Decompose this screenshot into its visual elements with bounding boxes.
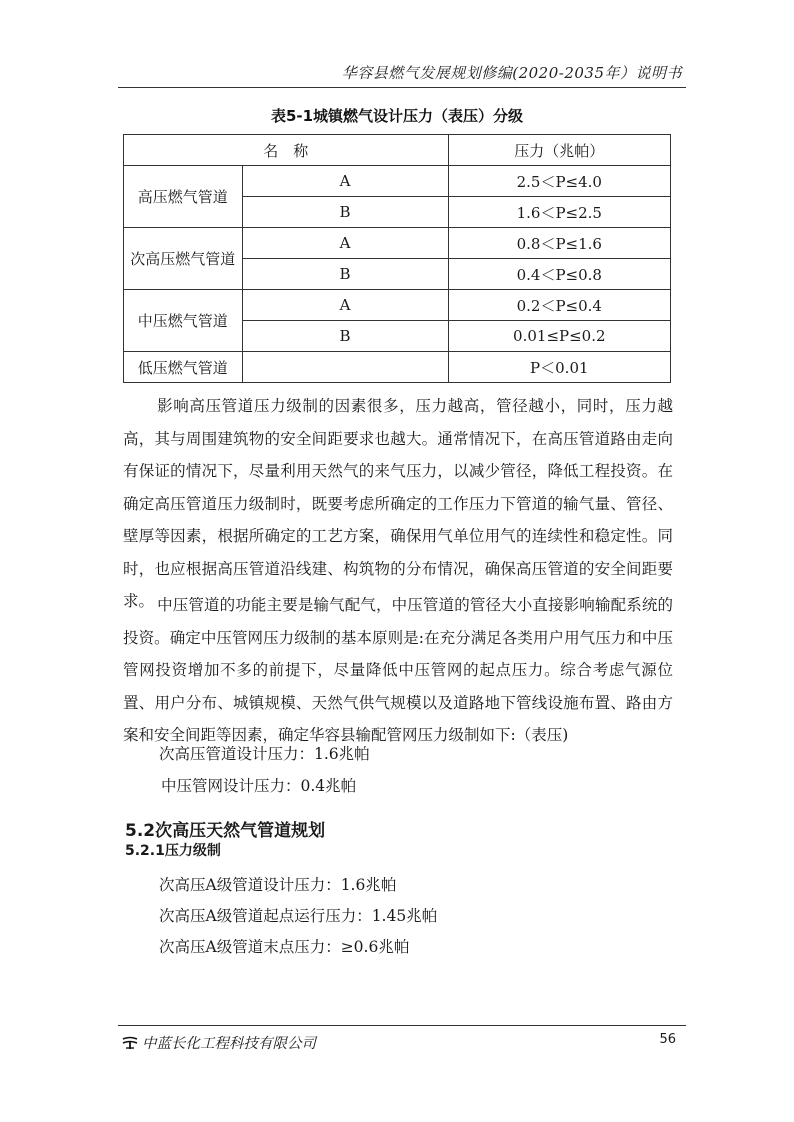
header-pressure-cell: 压力（兆帕） (448, 135, 670, 166)
body-paragraph-medium-pressure: 中压管道的功能主要是输气配气，中压管道的管径大小直接影响输配系统的投资。确定中压管网压力级制的基本原则是:在充分满足各类用户用气压力和中压管网投资增加不多的前提下，尽量降低中压管网的起点压力。综合考虑气源位置、用户分布、城镇规模、天然气供气规模以及道路地下管线设施布置、路由方案和安全间距等因素，确定华容县输配管网压力级制如下:（表压) (123, 596, 673, 744)
pressure-grade-table (123, 134, 671, 383)
table-row (124, 290, 671, 321)
pipeline-type-cell: 低压燃气管道 (124, 352, 243, 383)
pipeline-type-cell: 中压燃气管道 (124, 290, 243, 352)
page-number: 56 (659, 1032, 676, 1047)
design-pressure-line-medium: 中压管网设计压力：0.4兆帕 (161, 777, 357, 795)
table-caption: 表5-1城镇燃气设计压力（表压）分级 (270, 107, 524, 125)
grade-cell: B (242, 197, 448, 228)
pressure-range-cell: 1.6＜P≤2.5 (448, 197, 670, 228)
pressure-range-cell: 2.5＜P≤4.0 (448, 166, 670, 197)
company-name: 中蓝长化工程科技有限公司 (142, 1036, 316, 1052)
pipeline-type-cell: 高压燃气管道 (124, 166, 243, 228)
grade-cell: A (242, 166, 448, 197)
header-title: 华容县燃气发展规划修编(2020-2035年）说明书 (341, 64, 682, 82)
design-pressure-line-sub-high: 次高压管道设计压力：1.6兆帕 (159, 745, 370, 763)
pressure-spec-line: 次高压A级管道设计压力：1.6兆帕 (159, 876, 397, 894)
table-row (124, 228, 671, 259)
pressure-range-cell: 0.01≤P≤0.2 (448, 321, 670, 352)
table-row (124, 166, 671, 197)
grade-cell: B (242, 259, 448, 290)
pipeline-type-cell: 次高压燃气管道 (124, 228, 243, 290)
grade-cell: A (242, 228, 448, 259)
header-divider (118, 87, 686, 88)
grade-cell: A (242, 290, 448, 321)
table-row (124, 352, 671, 383)
grade-cell (242, 352, 448, 383)
table-header-row (124, 135, 671, 166)
body-paragraph-high-pressure: 影响高压管道压力级制的因素很多，压力越高，管径越小，同时，压力越高，其与周围建筑物的安全间距要求也越大。通常情况下，在高压管道路由走向有保证的情况下，尽量利用天然气的来气压力，以减少管径，降低工程投资。在确定高压管道压力级制时，既要考虑所确定的工作压力下管道的输气量、管径、壁厚等因素，根据所确定的工艺方案，确保用气单位用气的连续性和稳定性。同时，也应根据高压管道沿线建、构筑物的分布情况，确保高压管道的安全间距要求。 (123, 397, 673, 610)
pressure-range-cell: 0.4＜P≤0.8 (448, 259, 670, 290)
pressure-spec-line: 次高压A级管道起点运行压力：1.45兆帕 (159, 907, 438, 925)
footer-divider (118, 1025, 686, 1026)
pressure-range-cell: 0.8＜P≤1.6 (448, 228, 670, 259)
section-heading: 5.2次高压天然气管道规划 (125, 821, 326, 841)
pressure-spec-line: 次高压A级管道末点压力：≥0.6兆帕 (159, 938, 410, 956)
header-name-cell: 名 称 (124, 135, 449, 166)
footer-company (122, 1032, 316, 1053)
section-subheading: 5.2.1压力级制 (125, 843, 221, 859)
company-logo-icon (122, 1036, 138, 1050)
grade-cell: B (242, 321, 448, 352)
pressure-range-cell: P＜0.01 (448, 352, 670, 383)
pressure-range-cell: 0.2＜P≤0.4 (448, 290, 670, 321)
